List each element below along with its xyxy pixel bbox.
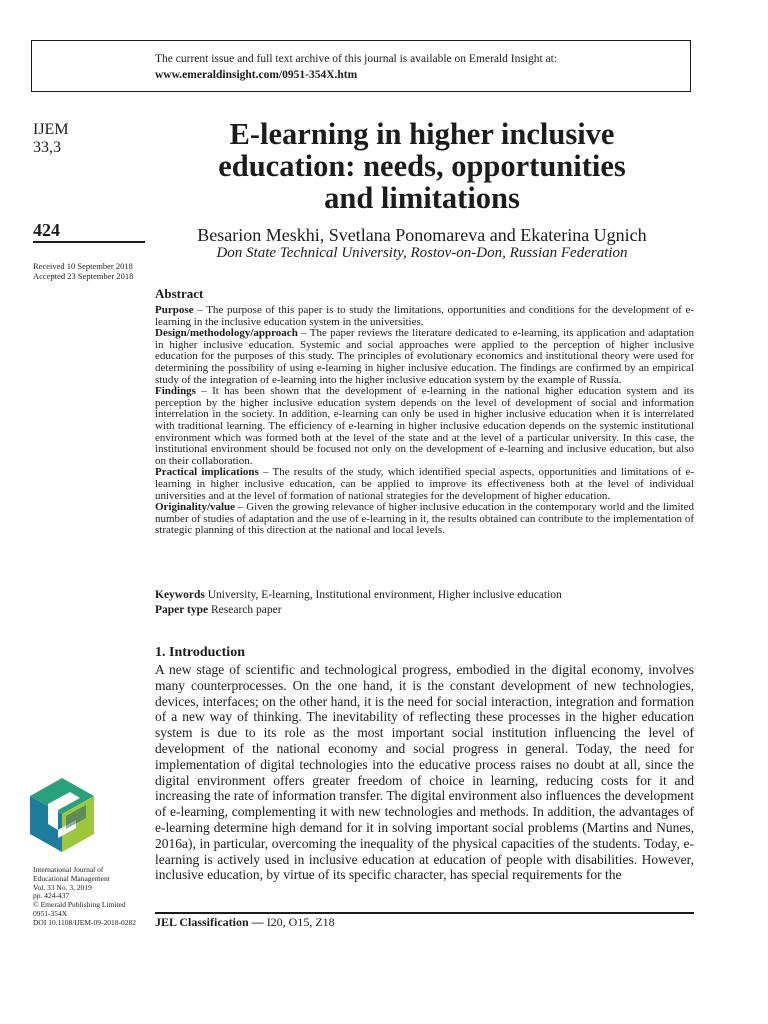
introduction-body: [155, 662, 694, 883]
title-line: and limitations: [324, 181, 520, 215]
abstract-practical: [155, 467, 694, 502]
abstract-body: [155, 305, 694, 537]
jel-classification: [155, 915, 335, 930]
journal-code: [33, 121, 69, 157]
abstract-heading: Abstract: [155, 286, 204, 301]
section-label: Originality/value: [155, 501, 236, 514]
keywords: [155, 589, 562, 601]
margin-rule: [33, 241, 145, 243]
info-line: pp. 424-437: [33, 891, 70, 901]
title-line: education: needs, opportunities: [218, 149, 626, 183]
section-text: – The purpose of this paper is to study the limitations, opportunities and conditions for the development of e-learning in the inclusive education system in the universities.: [155, 304, 694, 328]
section-text: – The paper reviews the literature dedicated to e-learning, its application and adaptation in higher inclusive education. Systemic and social approaches were applied to the perception of higher inclusive education for the purposes of this study. The principles of evolutionary economics and institutional theory were used for determining the possibility of using e-learning in higher inclusive education. The findings are confirmed by an empirical study of the integration of e-learning into the higher inclusive education system by the example of Russia.: [155, 327, 694, 386]
journal-url-link[interactable]: www.emeraldinsight.com/0951-354X.htm: [155, 69, 358, 81]
journal-abbreviation: IJEM: [33, 121, 69, 138]
authors: Besarion Meskhi, Svetlana Ponomareva and Ekaterina Ugnich: [197, 225, 647, 245]
footer-rule: [155, 912, 694, 914]
section-label: Design/methodology/approach: [155, 327, 298, 340]
jel-codes: I20, O15, Z18: [263, 915, 335, 929]
keywords-label: Keywords: [155, 589, 205, 601]
title-line: E-learning in higher inclusive: [229, 117, 615, 151]
received-date: Received 10 September 2018: [33, 261, 133, 271]
page-number: 424: [33, 220, 60, 240]
section-text: – Given the growing relevance of higher inclusive education in the contemporary world and the limited number of studies of adaptation and the use of e-learning in it, the results obtained can contribute to the implementation of strategic planning of this direction at the national and local levels.: [155, 501, 694, 537]
notice-text: The current issue and full text archive of this journal is available on Emerald Insight at:: [155, 53, 558, 65]
received-dates: [33, 261, 133, 281]
journal-notice-box: [31, 40, 691, 92]
info-line: Vol. 33 No. 3, 2019: [33, 882, 92, 892]
introduction-heading: 1. Introduction: [155, 645, 245, 660]
journal-citation-info: [33, 866, 136, 928]
abstract-design: [155, 328, 694, 386]
abstract-findings: [155, 386, 694, 467]
section-label: Purpose: [155, 304, 194, 316]
paper-type-text: Research paper: [208, 604, 282, 616]
section-text: – The results of the study, which identified special aspects, opportunities and limitations of e-learning in higher inclusive education, can be applied to improve its effectiveness both at the level of individual universities and at the level of formation of national strategies for the development of higher education.: [155, 466, 694, 502]
jel-label: JEL Classification —: [155, 915, 264, 929]
section-label: Practical implications: [155, 466, 259, 479]
info-line: Educational Management: [33, 873, 110, 883]
section-label: Findings: [155, 385, 196, 398]
affiliation: Don State Technical University, Rostov-on-Don, Russian Federation: [216, 245, 628, 261]
paper-type-label: Paper type: [155, 604, 209, 616]
introduction-paragraph: A new stage of scientific and technological progress, embodied in the digital economy, involves many counterprocesses. On the one hand, it is the constant development of new technologies, devices, interfaces; on the other hand, it is the need for social interaction, integration and formation of a new way of thinking. The inevitability of reflecting these processes in the higher education system is due to its role as the most important social institution influencing the level of development of the national economy and social progress in general. Today, the need for implementation of digital technologies into the educative process raises no doubt at all, since the digital environment offers greater freedom of choice in learning, reducing costs for it and increasing the rate of information transfer. The digital environment also influences the development of e-learning, complementing it with new technologies and methods. In addition, the advantages of e-learning determine high demand for it in solving important social problems (Martins and Nunes, 2016a), in particular, overcoming the inequality of the physical capacities of the students. Today, e-learning is actively used in inclusive education at education of people with disabilities. However, inclusive education, by virtue of its specific character, has special requirements for the: [155, 662, 694, 883]
abstract-originality: [155, 502, 694, 537]
accepted-date: Accepted 23 September 2018: [33, 271, 134, 281]
info-line: International Journal of: [33, 865, 104, 874]
volume-issue: 33,3: [33, 139, 61, 156]
info-line: © Emerald Publishing Limited: [33, 900, 126, 910]
keywords-text: University, E-learning, Institutional environment, Higher inclusive education: [204, 589, 562, 601]
article-title: [152, 118, 692, 214]
doi-link[interactable]: DOI 10.1108/IJEM-09-2018-0282: [33, 917, 137, 927]
abstract-purpose: [155, 305, 694, 328]
info-line: 0951-354X: [33, 908, 68, 918]
paper-type: [155, 604, 282, 616]
emerald-logo-icon: [30, 778, 94, 852]
section-text: – It has been shown that the development of e-learning in the national higher education system and its perception by the higher inclusive education system depends on the level of development of social and information interrelation in the society. In addition, e-learning can only be used in higher inclusive education when it is interrelated with traditional learning. The efficiency of e-learning in higher inclusive education depends on the systemic institutional environment which was formed both at the level of the state and at the level of a particular university. In this case, the institutional environment should be focused not only on the development of e-learning and inclusive education, but also on their collaboration.: [155, 385, 694, 467]
